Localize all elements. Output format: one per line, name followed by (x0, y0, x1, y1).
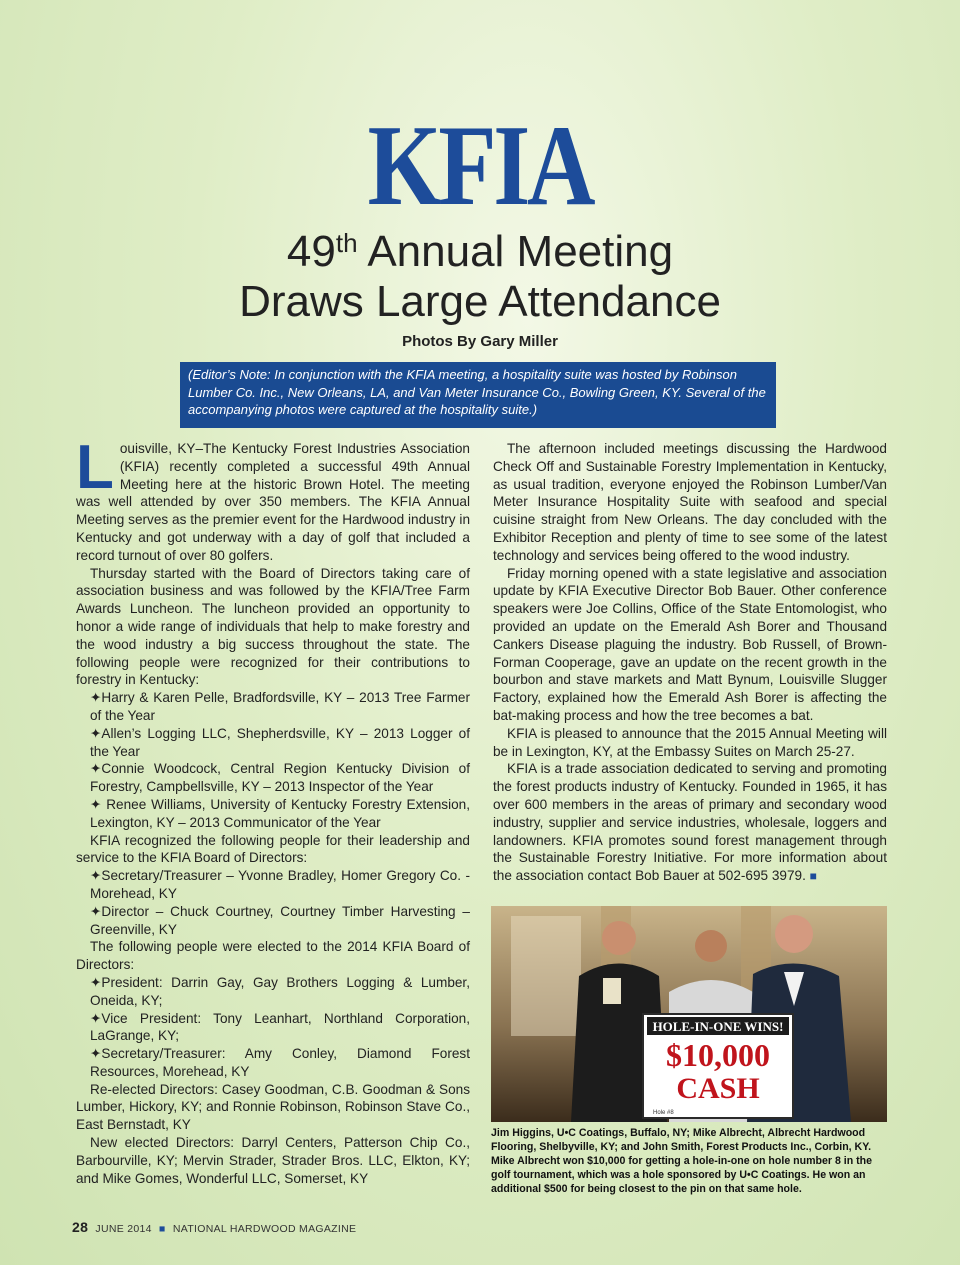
closing-paragraph (493, 760, 887, 886)
officer-item: ✦Secretary/Treasurer: Amy Conley, Diamond Forest Resources, Morehead, KY (90, 1046, 470, 1079)
award-item: ✦Allen’s Logging LLC, Shepherdsville, KY – 2013 Logger of the Year (90, 725, 470, 759)
sign-hole: Hole #8 (653, 1110, 674, 1116)
paragraph: KFIA is pleased to announce that the 2015 Annual Meeting will be in Lexington, KY, at the Embassy Suites on March 25-27. (493, 725, 887, 759)
paragraph: Re-elected Directors: Casey Goodman, C.B. Goodman & Sons Lumber, Hickory, KY; and Ronnie Robinson, Robinson Stave Co., East Bernstadt, KY (76, 1081, 470, 1133)
page-number: 28 (72, 1219, 89, 1235)
closing-text: KFIA is a trade association dedicated to serving and promoting the forest products industry of Kentucky. Founded in 1965, it has over 600 members in the areas of primary and secondary wood industry, supplier and service industries, wholesale, loggers and landowners. KFIA promotes sound forest management through the Sustainable Forestry Initiative. For more information about the association contact Bob Bauer at 502-695 3979. (493, 761, 887, 884)
leadership-item: ✦Secretary/Treasurer – Yvonne Bradley, Homer Gregory Co. - Morehead, KY (90, 868, 470, 901)
paragraph: New elected Directors: Darryl Centers, Patterson Chip Co., Barbourville, KY; Mervin Strader, Strader Bros. LLC, Elkton, KY; and Mike Gomes, Wonderful LLC, Somerset, KY (76, 1135, 470, 1186)
sign-cash: CASH (676, 1072, 760, 1105)
publication-name: NATIONAL HARDWOOD MAGAZINE (172, 1223, 357, 1235)
headline-ordinal-number: 49 (286, 227, 336, 276)
award-item: ✦ Renee Williams, University of Kentucky Forestry Extension, Lexington, KY – 2013 Communicator of the Year (90, 796, 470, 830)
headline-line-1 (0, 227, 960, 276)
end-mark: ■ (809, 869, 817, 884)
sign-amount: $10,000 (666, 1037, 770, 1073)
headline-ordinal-suffix: th (335, 228, 358, 258)
paragraph: Friday morning opened with a state legislative and association update by KFIA Executive Director Bob Bauer. Other conference speakers were Joe Collins, Office of the State Entomologist, who provided an update on the Emerald Ash Borer and Thousand Cankers Disease plaguing the industry. Bob Russell, of Brown-Forman Cooperage, gave an update on the recent growth in the bourbon and stave markets and Matt Bynum, Louisville Slugger Factory, explained how the Emerald Ash Borer is affecting the bat-making process and how the tree becomes a bat. (493, 565, 887, 723)
award-item: ✦Harry & Karen Pelle, Bradfordsville, KY – 2013 Tree Farmer of the Year (90, 690, 470, 723)
paragraph: Thursday started with the Board of Directors taking care of association business and was followed by the KFIA/Tree Farm Awards Luncheon. The luncheon provided an opportunity to honor a wide range of individuals that help to make forestry and the wood industry a big success throughout the state. The following people were recognized for their contributions to forestry in Kentucky: (76, 565, 470, 688)
footer-separator: ■ (159, 1223, 166, 1235)
paragraph: KFIA recognized the following people for their leadership and service to the KFIA Board of Directors: (76, 832, 470, 866)
article-left-column (76, 433, 470, 1187)
photo-caption: Jim Higgins, U•C Coatings, Buffalo, NY; Mike Albrecht, Albrecht Hardwood Flooring, Shelbyville, KY; and John Smith, Forest Products Inc., Corbin, KY. Mike Albrecht won $10,000 for getting a hole-in-one on hole number 8 in the golf tournament, which was a hole sponsored by U•C Coatings. He won an additional $500 for being closest to the pin on that same hole. (491, 1127, 873, 1195)
paragraph: The afternoon included meetings discussing the Hardwood Check Off and Sustainable Forestry Implementation in Kentucky, as usual tradition, everyone enjoyed the Robinson Lumber/Van Meter Insurance Hospitality Suite with seafood and special cuisine straight from New Orleans. The day concluded with the Exhibitor Reception and plenty of time to see some of the latest technology and services being offered to the wood industry. (493, 441, 887, 563)
hole-in-one-photo (491, 906, 887, 1122)
drop-cap: L (76, 433, 114, 502)
page-footer (72, 1219, 356, 1235)
photo-credit: Photos By Gary Miller (402, 333, 558, 350)
award-item: ✦Connie Woodcock, Central Region Kentucky Division of Forestry, Campbellsville, KY – 2013 Inspector of the Year (90, 761, 470, 795)
headline-line-2: Draws Large Attendance (239, 277, 721, 326)
leadership-item: ✦Director – Chuck Courtney, Courtney Timber Harvesting – Greenville, KY (90, 903, 470, 937)
editors-note: (Editor’s Note: In conjunction with the KFIA meeting, a hospitality suite was hosted by Robinson Lumber Co. Inc., New Orleans, LA, and Van Meter Insurance Co., Bowling Green, KY. Several of the accompanying photos were captured at the hospitality suite.) (180, 362, 776, 428)
intro-text: ouisville, KY–The Kentucky Forest Industries Association (KFIA) recently completed a successful 49th Annual Meeting here at the historic Brown Hotel. The meeting was well attended by over 350 members. The KFIA Annual Meeting serves as the premier event for the Hardwood industry in Kentucky and got underway with a day of golf that included a record turnout of over 80 golfers. (76, 441, 470, 563)
intro-paragraph (76, 433, 470, 565)
headline-line-1-rest: Annual Meeting (367, 227, 674, 276)
kfia-logo: KFIA (367, 102, 593, 230)
photo-illustration (491, 906, 887, 1122)
officer-item: ✦Vice President: Tony Leanhart, Northland Corporation, LaGrange, KY; (90, 1010, 470, 1044)
sign-title: HOLE-IN-ONE WINS! (652, 1019, 784, 1034)
issue-date: JUNE 2014 (95, 1223, 152, 1235)
paragraph: The following people were elected to the 2014 KFIA Board of Directors: (76, 939, 470, 973)
article-right-column (493, 440, 887, 886)
officer-item: ✦President: Darrin Gay, Gay Brothers Logging & Lumber, Oneida, KY; (90, 974, 470, 1008)
